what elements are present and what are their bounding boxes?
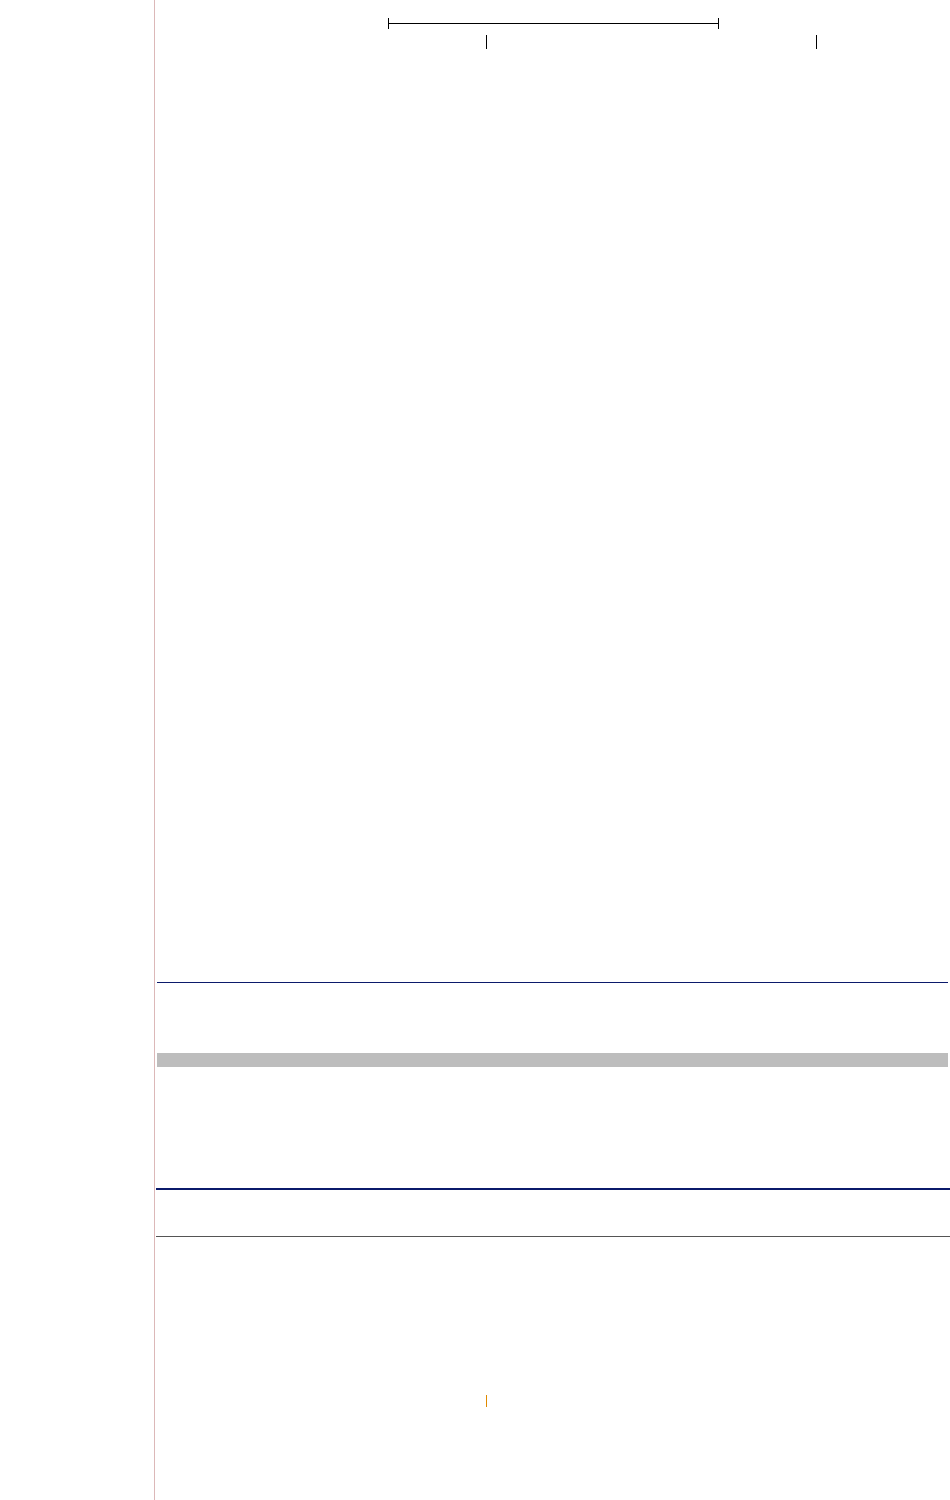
gtex-baseline	[156, 1188, 950, 1190]
elephant-gap-tick	[486, 1395, 487, 1407]
gtex-chart[interactable]	[156, 1116, 536, 1188]
omim-gene-bar[interactable]	[157, 1053, 948, 1067]
tick-left-mark	[486, 35, 487, 49]
tick-right-mark	[816, 35, 817, 49]
scale-bar	[388, 23, 718, 24]
scale-bar-left-end	[388, 18, 389, 29]
phylop-plot[interactable]	[155, 1248, 950, 1308]
refseq-gene-line[interactable]	[157, 982, 948, 983]
scale-bar-right-end	[718, 18, 719, 29]
h3k27ac-baseline	[156, 1236, 950, 1237]
